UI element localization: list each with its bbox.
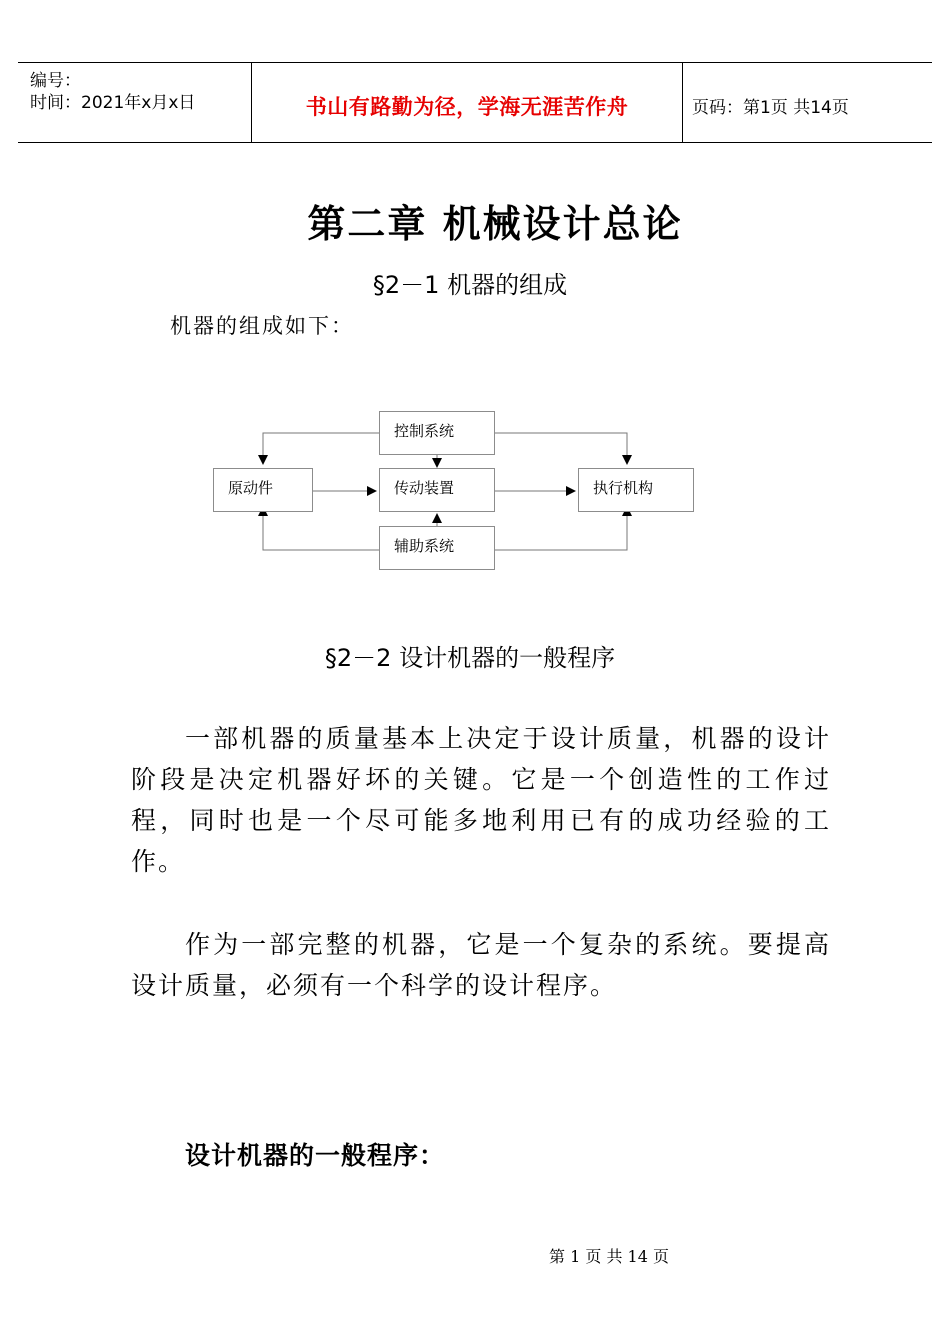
document-time-label: 时间：2021年x月x日 (30, 93, 196, 113)
box-prime-mover: 原动件 (213, 468, 313, 512)
arrow-control-to-actuator (494, 433, 627, 464)
section-heading-2-2: §2－2 设计机器的一般程序 (324, 644, 616, 672)
box-actuator: 执行机构 (578, 468, 694, 512)
document-number-label: 编号： (30, 71, 81, 91)
box-transmission: 传动装置 (379, 468, 495, 512)
paragraph-design-quality: 一部机器的质量基本上决定于设计质量，机器的设计阶段是决定机器好坏的关键。它是一个创造性的工作过程，同时也是一个尽可能多地利用已有的成功经验的工作。 (131, 724, 831, 876)
section-intro-text: 机器的组成如下： (170, 314, 354, 338)
section-heading-2-1: §2－1 机器的组成 (372, 271, 568, 299)
chapter-title: 第二章 机械设计总论 (307, 201, 683, 246)
header-motto: 书山有路勤为径，学海无涯苦作舟 (305, 95, 629, 119)
subheading-general-procedure: 设计机器的一般程序： (185, 1141, 446, 1170)
arrow-control-to-prime-mover (263, 433, 379, 464)
page-footer: 第 1 页 共 14 页 (549, 1247, 669, 1266)
arrow-auxiliary-to-prime-mover (263, 507, 379, 550)
paragraph-design-procedure: 作为一部完整的机器，它是一个复杂的系统。要提高设计质量，必须有一个科学的设计程序。 (131, 930, 831, 1000)
arrow-auxiliary-to-actuator (494, 507, 627, 550)
box-auxiliary-system: 辅助系统 (379, 526, 495, 570)
header-page-info: 页码：第1页 共14页 (692, 98, 849, 118)
box-control-system: 控制系统 (379, 411, 495, 455)
